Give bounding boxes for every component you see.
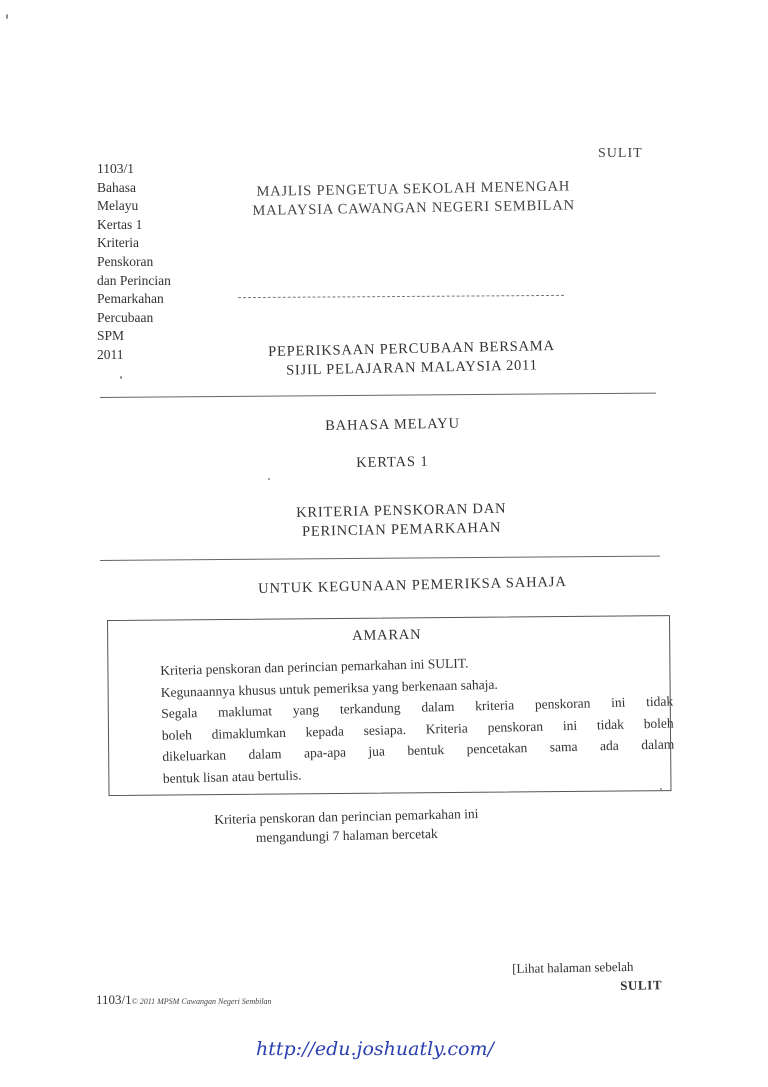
divider-rule-bottom xyxy=(100,556,660,561)
warning-line: Kegunaannya khusus untuk pemeriksa yang berkenaan sahaja. xyxy=(160,676,498,700)
paper-info-line: Melayu xyxy=(97,198,139,214)
paper-info-line: Kertas 1 xyxy=(97,216,143,232)
scan-speck xyxy=(120,376,122,379)
paper-info-line: Pemarkahan xyxy=(97,291,164,307)
paper-info-column xyxy=(97,160,171,365)
paper-info-line: Kriteria xyxy=(97,235,139,251)
warning-line: boleh dimaklumkan kepada sesiapa. Kriteria penskoran ini tidak boleh xyxy=(161,714,674,743)
criteria-title xyxy=(296,500,507,542)
page-count-line: mengandungi 7 halaman bercetak xyxy=(255,825,438,846)
warning-line: dikeluarkan dalam apa-apa jua bentuk pencetakan sama ada dalam xyxy=(162,736,675,764)
paper-info-line: SPM xyxy=(97,328,125,344)
sulit-label-bottom: SULIT xyxy=(620,977,663,993)
scan-speck xyxy=(268,478,270,480)
paper-info-line: Penskoran xyxy=(97,253,154,269)
subject-title: BAHASA MELAYU xyxy=(325,415,461,434)
council-line: MAJLIS PENGETUA SEKOLAH MENENGAH xyxy=(256,178,571,200)
council-heading xyxy=(252,177,575,221)
page-count-line: Kriteria penskoran dan perincian pemarkahan ini xyxy=(214,806,479,827)
criteria-line: PERINCIAN PEMARKAHAN xyxy=(301,519,502,540)
footer-copyright: © 2011 MPSM Cawangan Negeri Sembilan xyxy=(131,997,272,1006)
criteria-line: KRITERIA PENSKORAN DAN xyxy=(296,500,507,521)
warning-title: AMARAN xyxy=(352,626,422,644)
paper-info-line: 1103/1 xyxy=(97,161,134,176)
exam-line: SIJIL PELAJARAN MALAYSIA 2011 xyxy=(285,357,538,379)
page-count-note xyxy=(214,804,479,848)
scan-speck xyxy=(6,14,8,19)
sulit-label-top: SULIT xyxy=(598,146,643,161)
footer-code xyxy=(96,992,272,1008)
paper-info-line: dan Perincian xyxy=(97,272,171,288)
warning-text xyxy=(160,647,675,788)
dashed-divider xyxy=(238,295,564,298)
paper-info-line: Percubaan xyxy=(97,309,154,325)
warning-line: Kriteria penskoran dan perincian pemarkahan ini SULIT. xyxy=(160,655,469,678)
examiner-only-notice: UNTUK KEGUNAAN PEMERIKSA SAHAJA xyxy=(258,573,567,597)
warning-line: bentuk lisan atau bertulis. xyxy=(162,767,302,786)
council-line: MALAYSIA CAWANGAN NEGERI SEMBILAN xyxy=(252,197,575,219)
divider-rule-top xyxy=(100,393,656,398)
paper-title: KERTAS 1 xyxy=(356,453,429,471)
warning-line: Segala maklumat yang terkandung dalam kriteria penskoran ini tidak xyxy=(161,693,674,721)
next-page-note: [Lihat halaman sebelah xyxy=(512,958,634,976)
paper-info-line: Bahasa xyxy=(97,179,136,195)
paper-info-line: 2011 xyxy=(97,346,124,362)
scan-speck xyxy=(660,788,662,790)
exam-line: PEPERIKSAAN PERCUBAAN BERSAMA xyxy=(268,337,555,360)
footer-paper-code: 1103/1 xyxy=(96,992,132,1007)
source-url-link[interactable]: http://edu.joshuatly.com/ xyxy=(256,1038,494,1060)
exam-heading xyxy=(268,337,555,381)
